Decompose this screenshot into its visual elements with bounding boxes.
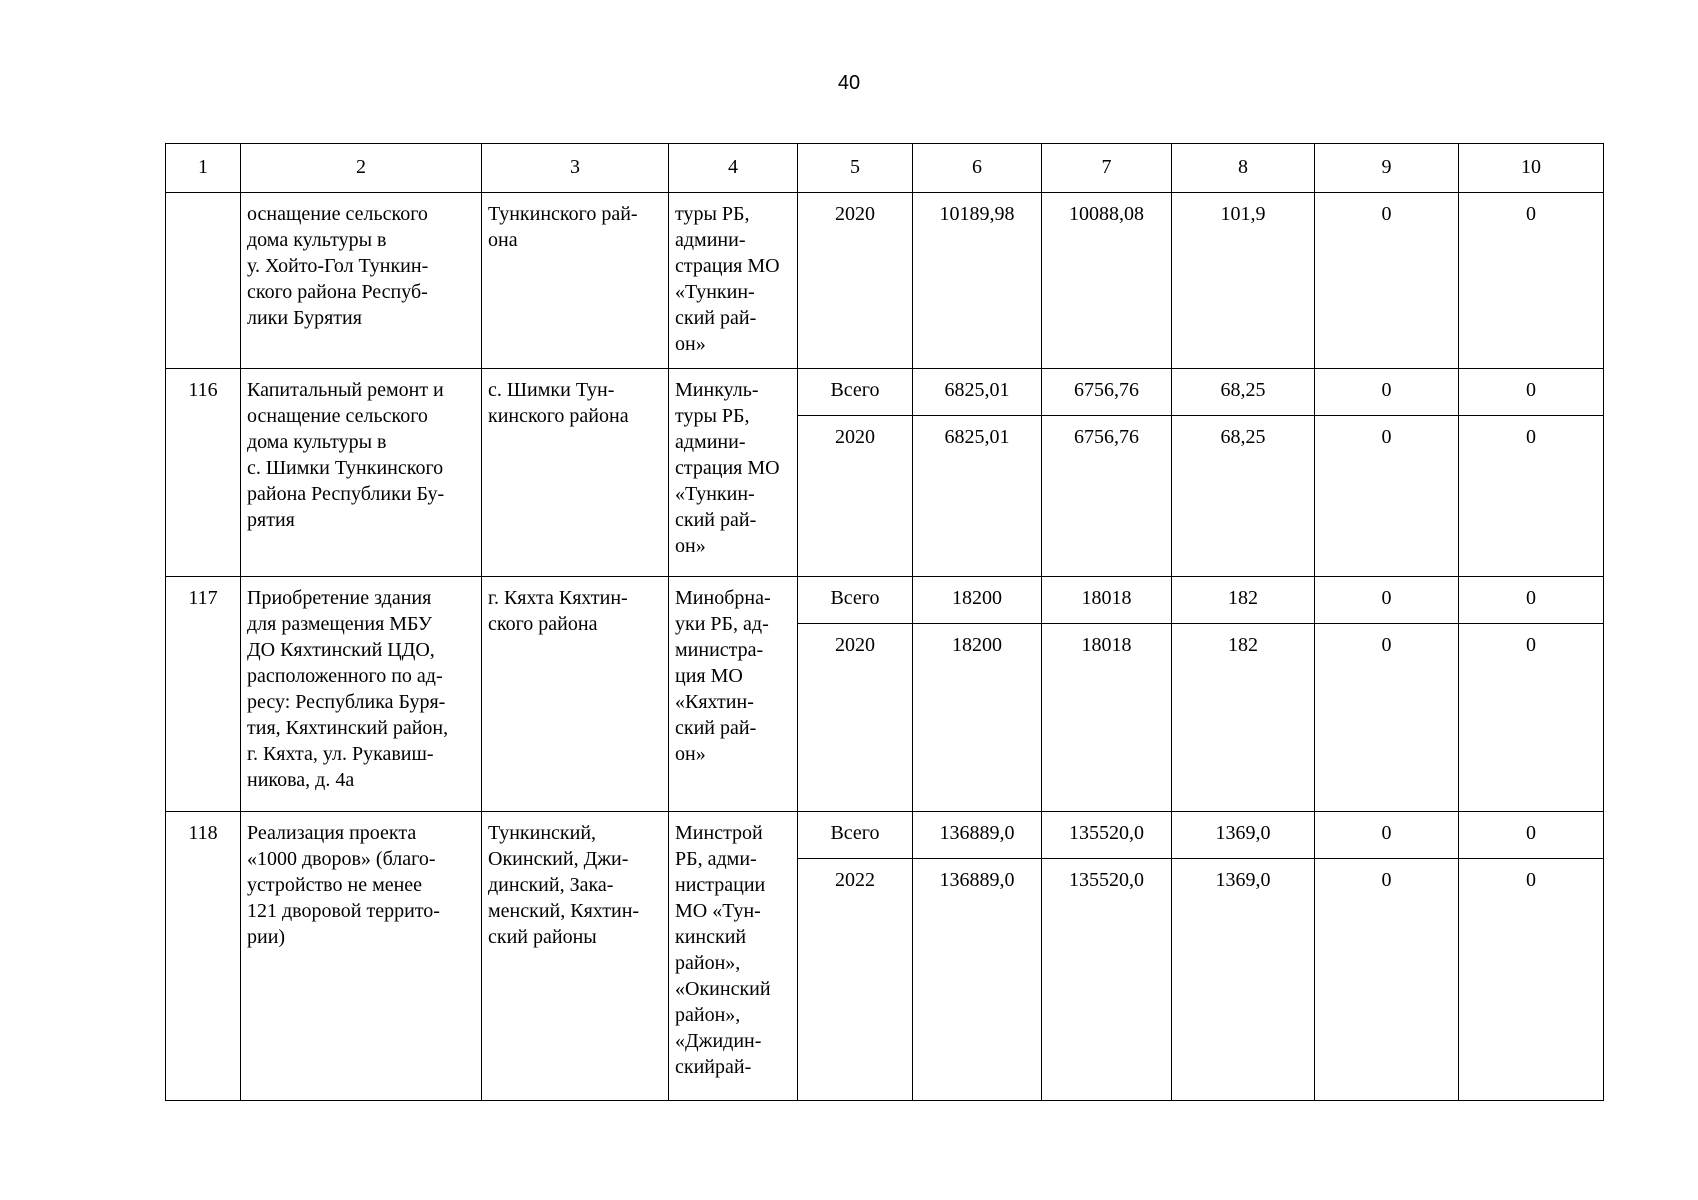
column-header: 5 <box>798 144 913 193</box>
column-header: 7 <box>1042 144 1172 193</box>
value-cell: 0 <box>1315 859 1459 1101</box>
project-location: Тункинский, Окинский, Джи- динский, Зака- менский, Кяхтин- ский районы <box>482 812 669 1101</box>
value-cell: 0 <box>1315 577 1459 624</box>
column-header: 8 <box>1172 144 1315 193</box>
value-cell: 0 <box>1315 369 1459 416</box>
year-cell: Всего <box>798 812 913 859</box>
row-number: 116 <box>166 369 241 577</box>
project-executor: Минстрой РБ, адми- нистрации МО «Тун- кинский район», «Окинский район», «Джидин- скийрай- <box>669 812 798 1101</box>
column-header: 6 <box>913 144 1042 193</box>
table-row <box>166 193 1604 369</box>
value-cell: 18200 <box>913 577 1042 624</box>
row-number: 118 <box>166 812 241 1101</box>
column-header: 4 <box>669 144 798 193</box>
year-cell: 2022 <box>798 859 913 1101</box>
value-cell: 101,9 <box>1172 193 1315 369</box>
value-cell: 1369,0 <box>1172 859 1315 1101</box>
value-cell: 0 <box>1459 193 1604 369</box>
value-cell: 6825,01 <box>913 369 1042 416</box>
value-cell: 0 <box>1459 577 1604 624</box>
value-cell: 0 <box>1459 416 1604 577</box>
project-executor: туры РБ, админи- страция МО «Тункин- ский рай- он» <box>669 193 798 369</box>
column-header: 1 <box>166 144 241 193</box>
project-name: Реализация проекта «1000 дворов» (благо- устройство не менее 121 дворовой террито- рии) <box>241 812 482 1101</box>
value-cell: 135520,0 <box>1042 812 1172 859</box>
program-table <box>165 143 1604 1101</box>
project-name: оснащение сельского дома культуры в у. Хойто-Гол Тункин- ского района Респуб- лики Бурятия <box>241 193 482 369</box>
value-cell: 0 <box>1315 193 1459 369</box>
project-location: г. Кяхта Кяхтин- ского района <box>482 577 669 812</box>
row-number <box>166 193 241 369</box>
value-cell: 6756,76 <box>1042 416 1172 577</box>
project-executor: Минобрна- уки РБ, ад- министра- ция МО «Кяхтин- ский рай- он» <box>669 577 798 812</box>
value-cell: 0 <box>1315 624 1459 812</box>
project-location: с. Шимки Тун- кинского района <box>482 369 669 577</box>
value-cell: 136889,0 <box>913 812 1042 859</box>
project-location: Тункинского рай- она <box>482 193 669 369</box>
project-executor: Минкуль- туры РБ, админи- страция МО «Тункин- ский рай- он» <box>669 369 798 577</box>
value-cell: 182 <box>1172 624 1315 812</box>
project-name: Приобретение здания для размещения МБУ ДО Кяхтинский ЦДО, расположенного по ад- ресу: Республика Буря- тия, Кяхтинский район, г. Кяхта, ул. Рукавиш- никова, д. 4а <box>241 577 482 812</box>
value-cell: 0 <box>1315 416 1459 577</box>
year-cell: Всего <box>798 369 913 416</box>
value-cell: 0 <box>1315 812 1459 859</box>
value-cell: 182 <box>1172 577 1315 624</box>
value-cell: 0 <box>1459 369 1604 416</box>
value-cell: 0 <box>1459 812 1604 859</box>
column-header: 9 <box>1315 144 1459 193</box>
project-name: Капитальный ремонт и оснащение сельского дома культуры в с. Шимки Тункинского района Республики Бу- рятия <box>241 369 482 577</box>
table-row <box>166 369 1604 416</box>
value-cell: 0 <box>1459 624 1604 812</box>
column-header: 10 <box>1459 144 1604 193</box>
value-cell: 68,25 <box>1172 416 1315 577</box>
year-cell: Всего <box>798 577 913 624</box>
row-number: 117 <box>166 577 241 812</box>
value-cell: 10088,08 <box>1042 193 1172 369</box>
value-cell: 18018 <box>1042 577 1172 624</box>
value-cell: 136889,0 <box>913 859 1042 1101</box>
year-cell: 2020 <box>798 624 913 812</box>
value-cell: 18018 <box>1042 624 1172 812</box>
column-header: 2 <box>241 144 482 193</box>
value-cell: 6756,76 <box>1042 369 1172 416</box>
table-row <box>166 812 1604 859</box>
value-cell: 10189,98 <box>913 193 1042 369</box>
page-number: 40 <box>837 72 861 94</box>
value-cell: 6825,01 <box>913 416 1042 577</box>
header-row <box>166 144 1604 193</box>
value-cell: 135520,0 <box>1042 859 1172 1101</box>
table-row <box>166 577 1604 624</box>
value-cell: 68,25 <box>1172 369 1315 416</box>
value-cell: 0 <box>1459 859 1604 1101</box>
year-cell: 2020 <box>798 193 913 369</box>
column-header: 3 <box>482 144 669 193</box>
value-cell: 18200 <box>913 624 1042 812</box>
year-cell: 2020 <box>798 416 913 577</box>
value-cell: 1369,0 <box>1172 812 1315 859</box>
